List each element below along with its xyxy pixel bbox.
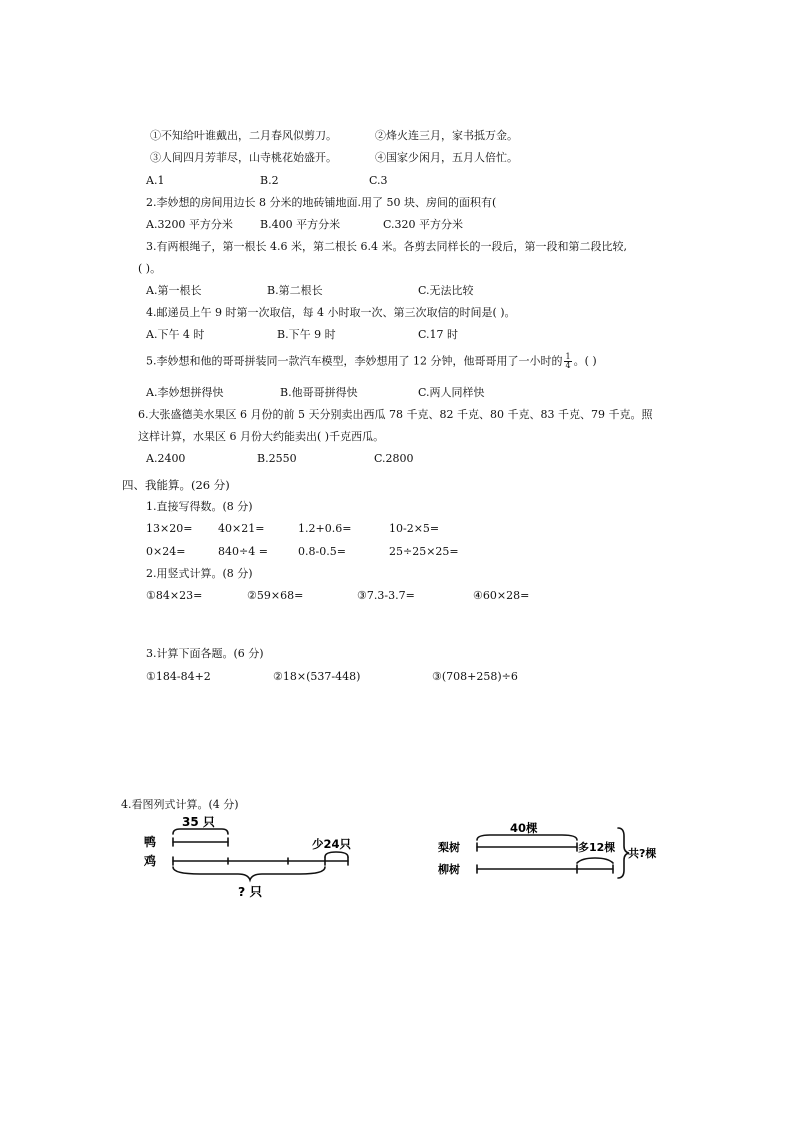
s3-item-3: ③(708+258)÷6 [432,670,518,683]
q1-option-a: A.1 [146,174,165,187]
poem-4: ④国家少闲月，五月人倍忙。 [375,151,518,164]
pear-row-label: 梨树 [438,841,460,854]
q6-text-line1: 6.大张盛德美水果区 6 月份的前 5 天分别卖出西瓜 78 千克、82 千克、80 千克、83 千克、79 千克。照 [138,408,653,421]
s1-r2-c3: 0.8-0.5= [298,545,346,558]
q3-text-line2: ( )。 [138,262,162,275]
unknown-total-label: ? 只 [238,884,263,899]
q5-text-tail: 。( ) [573,354,597,368]
pear-top-brace [477,835,577,840]
poem-1: ①不知给叶谁戴出，二月春风似剪刀。 [150,129,337,142]
duck-count-label: 35 只 [182,815,215,829]
q5-text [146,353,597,370]
tree-diagram [430,818,690,888]
q2-text: 2.李妙想的房间用边长 8 分米的地砖铺地面.用了 50 块、房间的面积有( [146,196,497,209]
q6-option-a: A.2400 [146,452,186,465]
fraction-one-quarter [564,353,571,370]
q3-text-line1: 3.有两根绳子，第一根长 4.6 米，第二根长 6.4 米。各剪去同样长的一段后，第一段和第二段比较, [146,240,627,253]
s2-item-3: ③7.3-3.7= [357,589,415,602]
s1-r1-c3: 1.2+0.6= [298,522,352,535]
section-4-title: 四、我能算。(26 分) [122,478,230,492]
q4-option-a: A.下午 4 时 [146,328,205,341]
q4-option-b: B.下午 9 时 [277,328,336,341]
q5-option-a: A.李妙想拼得快 [146,386,224,399]
s1-r1-c2: 40×21= [218,522,265,535]
q4-text: 4.邮递员上午 9 时第一次取信，每 4 小时取一次、第三次取信的时间是( )。 [146,306,516,319]
s2-title: 2.用竖式计算。(8 分) [146,567,253,580]
duck-chicken-diagram [140,810,380,900]
s2-item-4: ④60×28= [473,589,530,602]
q3-option-a: A.第一根长 [146,284,202,297]
q5-option-b: B.他哥哥拼得快 [280,386,358,399]
willow-row-label: 柳树 [438,863,460,876]
q6-option-b: B.2550 [257,452,297,465]
pear-count-label: 40棵 [510,821,538,835]
fraction-denominator: 4 [565,361,571,370]
s1-r2-c4: 25÷25×25= [389,545,459,558]
q5-text-main: 5.李妙想和他的哥哥拼装同一款汽车模型，李妙想用了 12 分钟，他哥哥用了一小时的 [146,354,563,368]
fraction-numerator: 1 [565,352,571,361]
q4-option-c: C.17 时 [418,328,459,341]
chicken-row-label: 鸡 [144,854,157,868]
total-label: 共?棵 [628,847,657,860]
s2-item-2: ②59×68= [247,589,304,602]
s3-item-1: ①184-84+2 [146,670,211,683]
s1-r2-c1: 0×24= [146,545,186,558]
q2-option-b: B.400 平方分米 [260,218,341,231]
q2-option-a: A.3200 平方分米 [146,218,233,231]
s1-title: 1.直接写得数。(8 分) [146,500,253,513]
more-label: 多12棵 [578,841,616,854]
q6-text-line2: 这样计算，水果区 6 月份大约能卖出( )千克西瓜。 [138,430,385,443]
more-brace [577,858,613,863]
duck-top-brace [173,829,228,834]
q1-option-c: C.3 [369,174,388,187]
s1-r2-c2: 840÷4 = [218,545,268,558]
s4-title: 4.看图列式计算。(4 分) [121,798,239,811]
q2-option-c: C.320 平方分米 [383,218,464,231]
q6-option-c: C.2800 [374,452,414,465]
q3-option-b: B.第二根长 [267,284,323,297]
less-brace [325,852,348,857]
q1-option-b: B.2 [260,174,279,187]
s2-item-1: ①84×23= [146,589,203,602]
less-label: 少24只 [312,837,352,851]
q3-option-c: C.无法比较 [418,284,474,297]
duck-row-label: 鸭 [144,835,157,849]
s3-title: 3.计算下面各题。(6 分) [146,647,264,660]
s3-item-2: ②18×(537-448) [273,670,361,683]
poem-2: ②烽火连三月，家书抵万金。 [375,129,518,142]
chicken-bottom-brace [173,867,325,880]
s1-r1-c4: 10-2×5= [389,522,440,535]
poem-3: ③人间四月芳菲尽，山寺桃花始盛开。 [150,151,337,164]
s1-r1-c1: 13×20= [146,522,193,535]
q5-option-c: C.两人同样快 [418,386,485,399]
